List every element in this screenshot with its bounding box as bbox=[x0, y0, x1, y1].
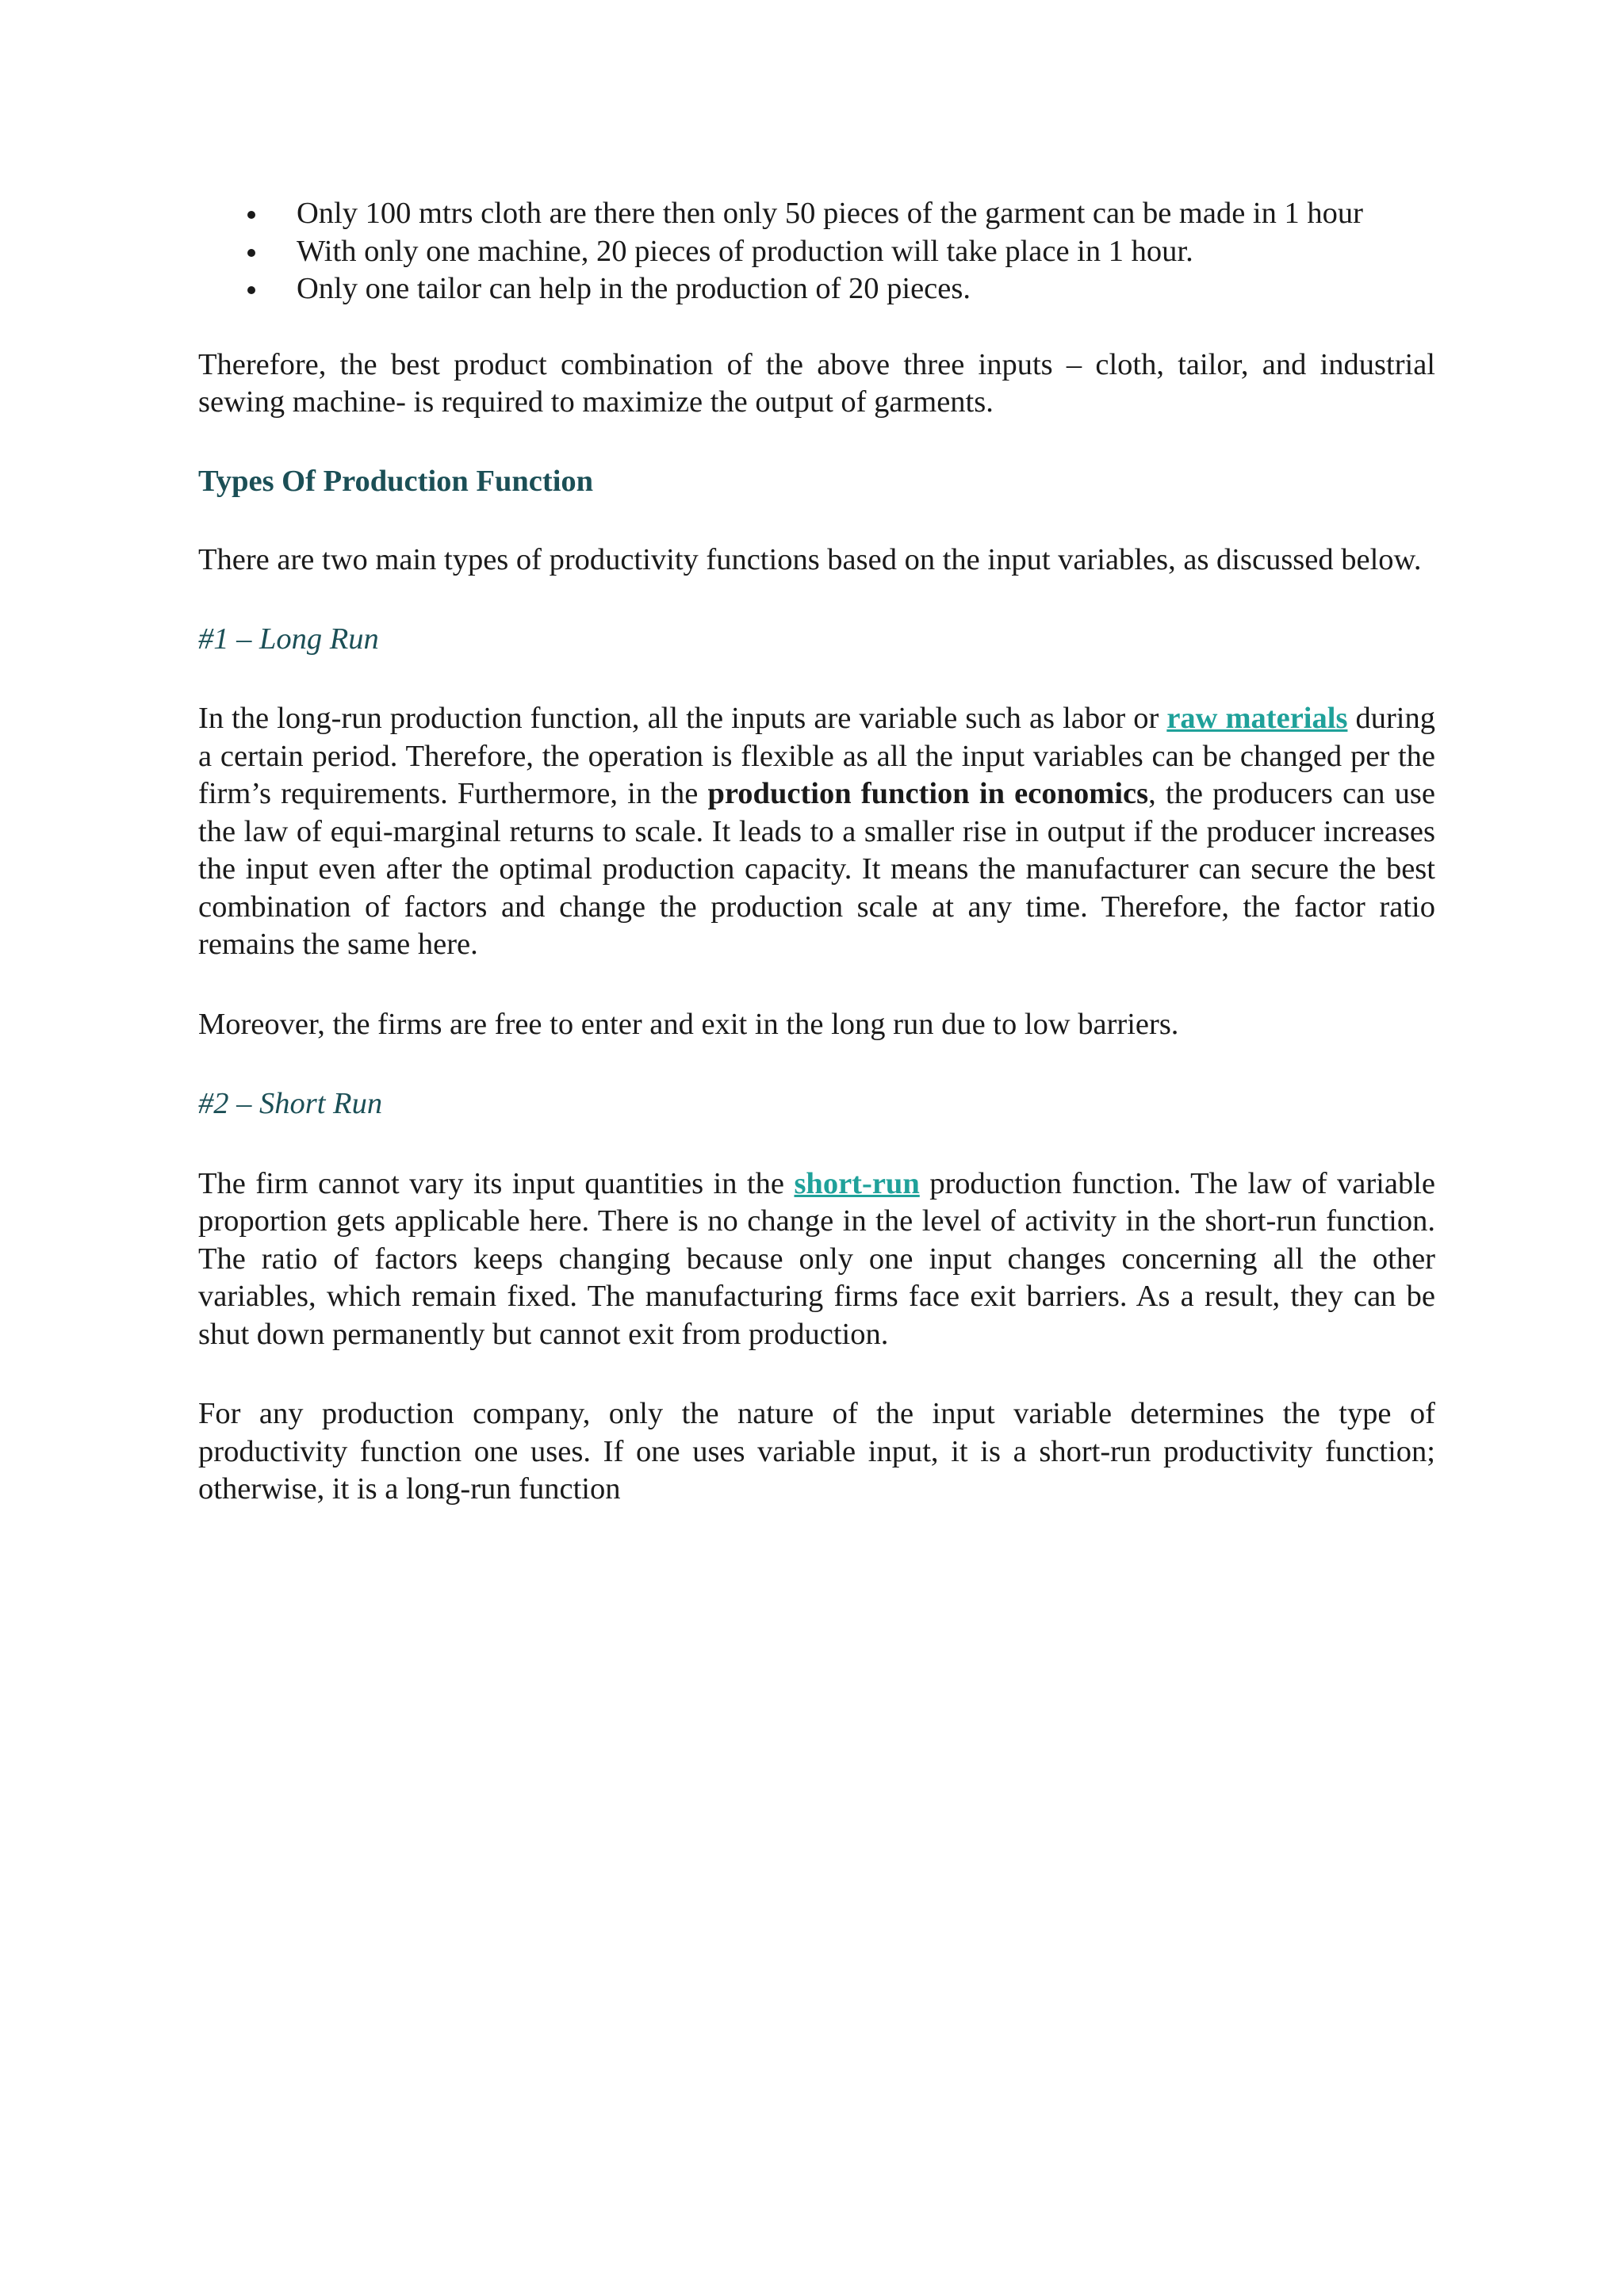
bullet-icon bbox=[247, 211, 255, 219]
long-run-text-1: In the long-run production function, all the inputs are variable such as labor or bbox=[198, 702, 1167, 735]
subheading-long-run: #1 – Long Run bbox=[198, 622, 379, 656]
list-item-text: With only one machine, 20 pieces of production will take place in 1 hour. bbox=[297, 234, 1193, 268]
paragraph-types-intro: There are two main types of productivity functions based on the input variables, as discussed below. bbox=[198, 543, 1422, 576]
production-function-term: production function in economics bbox=[707, 777, 1149, 810]
list-item bbox=[198, 195, 1435, 233]
subheading-short-run: #2 – Short Run bbox=[198, 1087, 383, 1120]
input-constraints-list bbox=[198, 195, 1435, 308]
raw-materials-link[interactable]: raw materials bbox=[1166, 702, 1348, 735]
list-item bbox=[198, 233, 1435, 271]
paragraph-long-run bbox=[198, 700, 1435, 964]
bullet-icon bbox=[247, 249, 255, 257]
paragraph-moreover: Moreover, the firms are free to enter and exit in the long run due to low barriers. bbox=[198, 1007, 1179, 1041]
section-heading-types: Types Of Production Function bbox=[198, 464, 594, 498]
paragraph-therefore: Therefore, the best product combination of the above three inputs – cloth, tailor, and industrial sewing machine- is required to maximize the output of garments. bbox=[198, 347, 1435, 419]
short-run-text-2: production function. The law of variable proportion gets applicable here. There is no change in the level of activity in the short-run function. The ratio of factors keeps changing because only one input changes concerning all the other variables, which remain fixed. The manufacturing firms face exit barriers. As a result, they can be shut down permanently but cannot exit from production. bbox=[198, 1166, 1435, 1351]
list-item bbox=[198, 270, 1435, 308]
long-run-text-3: , the producers can use the law of equi-marginal returns to scale. It leads to a smaller rise in output if the producer increases the input even after the optimal production capacity. It means the manufacturer can secure the best combination of factors and change the production scale at any time. Therefore, the factor ratio remains the same here. bbox=[198, 777, 1435, 961]
document-page bbox=[198, 195, 1435, 1509]
short-run-link[interactable]: short-run bbox=[794, 1166, 920, 1200]
list-item-text: Only 100 mtrs cloth are there then only 50 pieces of the garment can be made in 1 hour bbox=[297, 197, 1363, 230]
paragraph-short-run bbox=[198, 1165, 1435, 1354]
long-run-text-2: during a certain period. Therefore, the operation is flexible as all the input variables can be changed per the firm’s requirements. Furthermore, in the bbox=[198, 702, 1435, 810]
paragraph-conclusion: For any production company, only the nature of the input variable determines the type of productivity function one uses. If one uses variable input, it is a short-run productivity function; otherwise, it is a long-run function bbox=[198, 1397, 1435, 1506]
list-item-text: Only one tailor can help in the production of 20 pieces. bbox=[297, 272, 971, 305]
bullet-icon bbox=[247, 286, 255, 294]
short-run-text-1: The firm cannot vary its input quantities in the bbox=[198, 1166, 795, 1200]
